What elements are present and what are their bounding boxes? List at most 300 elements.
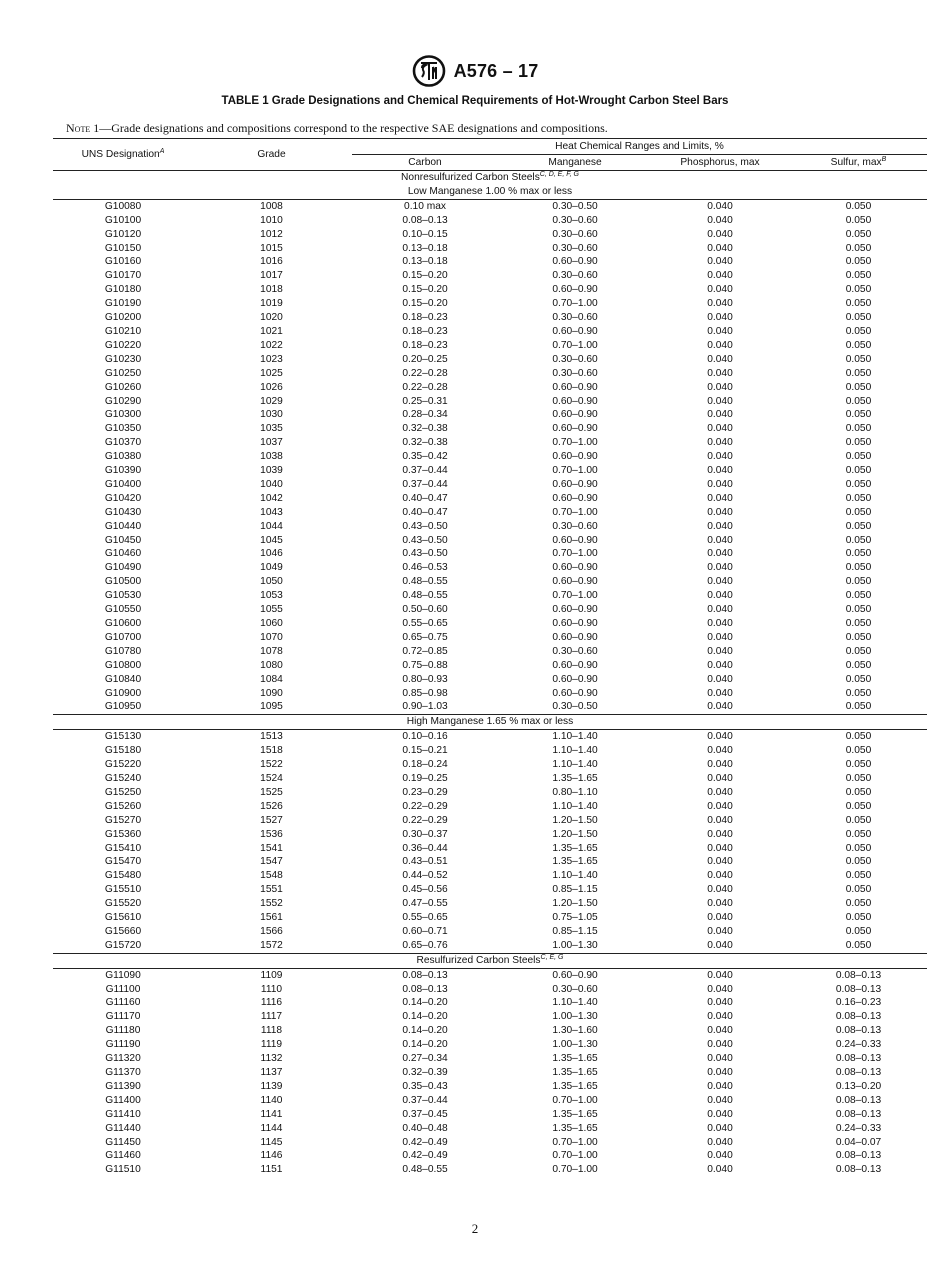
table-row xyxy=(53,1163,927,1177)
manganese-cell: 1.10–1.40 xyxy=(552,731,598,743)
carbon-cell: 0.65–0.75 xyxy=(402,631,448,643)
table-row xyxy=(53,1094,927,1108)
phosphorus-cell: 0.040 xyxy=(707,465,733,477)
sulfur-cell: 0.050 xyxy=(845,409,872,421)
manganese-cell: 1.00–1.30 xyxy=(500,939,650,953)
phosphorus-cell: 0.040 xyxy=(707,1053,733,1065)
table-row xyxy=(53,436,927,450)
carbon-cell: 0.15–0.20 xyxy=(402,298,448,310)
phosphorus-cell: 0.040 xyxy=(707,745,733,757)
grade-cell: 1525 xyxy=(260,786,283,798)
uns-cell: G10430 xyxy=(104,506,142,518)
phosphorus-cell: 0.040 xyxy=(707,1094,733,1106)
uns-cell: G10230 xyxy=(104,353,142,365)
phosphorus-cell: 0.040 xyxy=(707,409,733,421)
sulfur-cell: 0.04–0.07 xyxy=(835,1136,882,1148)
grade-cell: 1046 xyxy=(260,548,283,560)
phosphorus-cell: 0.040 xyxy=(707,983,733,995)
sulfur-cell: 0.050 xyxy=(845,381,872,393)
manganese-cell: 0.60–0.90 xyxy=(552,492,598,504)
uns-cell: G10260 xyxy=(104,381,142,393)
uns-cell: G10250 xyxy=(104,367,142,379)
manganese-cell: 0.30–0.60 xyxy=(552,228,598,240)
manganese-cell: 1.10–1.40 xyxy=(552,870,598,882)
grade-cell: 1019 xyxy=(260,298,283,310)
sulfur-cell: 0.08–0.13 xyxy=(835,1053,882,1065)
carbon-cell: 0.14–0.20 xyxy=(402,1025,448,1037)
carbon-cell: 0.22–0.28 xyxy=(402,381,448,393)
uns-cell: G15270 xyxy=(104,814,142,826)
grade-cell: 1547 xyxy=(260,856,283,868)
uns-cell: G15360 xyxy=(104,828,142,840)
manganese-cell: 0.70–1.00 xyxy=(552,590,598,602)
phosphorus-cell: 0.040 xyxy=(707,631,733,643)
carbon-cell: 0.15–0.21 xyxy=(402,745,448,757)
manganese-cell: 0.70–1.00 xyxy=(552,548,598,560)
table-row xyxy=(53,869,927,883)
carbon-cell: 0.43–0.51 xyxy=(402,856,448,868)
sulfur-cell: 0.050 xyxy=(845,759,872,771)
sulfur-cell: 0.08–0.13 xyxy=(835,1011,882,1023)
table-row xyxy=(53,255,927,269)
grade-cell: 1044 xyxy=(260,520,283,532)
carbon-cell: 0.48–0.55 xyxy=(402,1164,448,1176)
carbon-cell: 0.90–1.03 xyxy=(350,700,500,714)
grade-cell: 1050 xyxy=(260,576,283,588)
grade-cell: 1026 xyxy=(260,381,283,393)
manganese-cell: 0.60–0.90 xyxy=(552,256,598,268)
table-row xyxy=(53,395,927,409)
carbon-cell: 0.48–0.55 xyxy=(402,576,448,588)
table-row xyxy=(53,1149,927,1163)
manganese-cell: 1.35–1.65 xyxy=(552,1080,598,1092)
section-subheading-row xyxy=(53,185,927,199)
section-subheading: Low Manganese 1.00 % max or less xyxy=(53,185,927,199)
grade-cell: 1139 xyxy=(260,1080,283,1092)
carbon-cell: 0.72–0.85 xyxy=(402,645,448,657)
phosphorus-cell: 0.040 xyxy=(707,759,733,771)
grade-cell: 1016 xyxy=(260,256,283,268)
carbon-cell: 0.13–0.18 xyxy=(402,242,448,254)
grade-chemistry-table xyxy=(53,138,927,1177)
table-row xyxy=(53,492,927,506)
uns-cell: G15240 xyxy=(104,772,142,784)
uns-cell: G15610 xyxy=(104,912,142,924)
uns-cell: G10700 xyxy=(104,631,142,643)
phosphorus-cell: 0.040 xyxy=(707,1080,733,1092)
carbon-cell: 0.40–0.48 xyxy=(402,1122,448,1134)
carbon-cell: 0.37–0.44 xyxy=(402,478,448,490)
carbon-cell: 0.42–0.49 xyxy=(402,1136,448,1148)
sulfur-cell: 0.16–0.23 xyxy=(835,997,882,1009)
phosphorus-cell: 0.040 xyxy=(707,590,733,602)
manganese-cell: 0.70–1.00 xyxy=(552,465,598,477)
table-row xyxy=(53,1010,927,1024)
uns-cell: G10400 xyxy=(104,478,142,490)
manganese-cell: 0.30–0.60 xyxy=(552,270,598,282)
sulfur-cell: 0.050 xyxy=(845,884,872,896)
sulfur-cell: 0.08–0.13 xyxy=(835,1067,882,1078)
grade-cell: 1043 xyxy=(260,506,283,518)
phosphorus-cell: 0.040 xyxy=(707,800,733,812)
phosphorus-cell: 0.040 xyxy=(707,478,733,490)
note-label: Note 1 xyxy=(66,121,100,135)
manganese-cell: 0.60–0.90 xyxy=(552,284,598,296)
carbon-cell: 0.30–0.37 xyxy=(402,828,448,840)
carbon-cell: 0.23–0.29 xyxy=(402,786,448,798)
phosphorus-cell: 0.040 xyxy=(707,228,733,240)
phosphorus-cell: 0.040 xyxy=(707,534,733,546)
table-row xyxy=(53,1052,927,1066)
carbon-cell: 0.15–0.20 xyxy=(402,284,448,296)
col-header-grade: Grade xyxy=(193,139,350,171)
phosphorus-cell: 0.040 xyxy=(707,687,733,699)
table-row xyxy=(53,828,927,842)
sulfur-cell: 0.050 xyxy=(845,451,872,463)
table-row xyxy=(53,996,927,1010)
phosphorus-cell: 0.040 xyxy=(707,1108,733,1120)
sulfur-cell: 0.050 xyxy=(845,618,872,629)
carbon-cell: 0.37–0.44 xyxy=(402,465,448,477)
phosphorus-cell: 0.040 xyxy=(707,786,733,798)
phosphorus-cell: 0.040 xyxy=(707,353,733,365)
sulfur-cell: 0.050 xyxy=(845,284,872,296)
page-header xyxy=(0,55,950,92)
carbon-cell: 0.55–0.65 xyxy=(402,618,448,629)
phosphorus-cell: 0.040 xyxy=(707,520,733,532)
table-row xyxy=(53,631,927,645)
grade-cell: 1040 xyxy=(260,478,283,490)
carbon-cell: 0.47–0.55 xyxy=(402,898,448,910)
grade-cell: 1045 xyxy=(260,534,283,546)
sulfur-cell: 0.050 xyxy=(845,423,872,435)
uns-cell: G11410 xyxy=(105,1108,141,1120)
table-row xyxy=(53,478,927,492)
phosphorus-cell: 0.040 xyxy=(707,969,733,981)
carbon-cell: 0.48–0.55 xyxy=(402,590,448,602)
uns-cell: G15520 xyxy=(104,898,142,910)
col-group-header: Heat Chemical Ranges and Limits, % xyxy=(350,139,927,156)
sulfur-cell: 0.08–0.13 xyxy=(835,983,882,995)
carbon-cell: 0.13–0.18 xyxy=(402,256,448,268)
table-row xyxy=(53,506,927,520)
phosphorus-cell: 0.040 xyxy=(707,367,733,379)
manganese-cell: 1.10–1.40 xyxy=(552,800,598,812)
sulfur-cell: 0.050 xyxy=(845,270,872,282)
sulfur-cell: 0.050 xyxy=(845,842,872,854)
table-row xyxy=(53,1136,927,1150)
sulfur-cell: 0.24–0.33 xyxy=(835,1039,882,1051)
table-row xyxy=(53,450,927,464)
carbon-cell: 0.14–0.20 xyxy=(402,997,448,1009)
sulfur-cell: 0.050 xyxy=(845,673,872,685)
sulfur-cell: 0.050 xyxy=(845,645,872,657)
phosphorus-cell: 0.040 xyxy=(707,884,733,896)
uns-cell: G11390 xyxy=(105,1080,141,1092)
manganese-cell: 0.70–1.00 xyxy=(552,506,598,518)
manganese-cell: 0.60–0.90 xyxy=(552,451,598,463)
table-row xyxy=(53,1024,927,1038)
carbon-cell: 0.18–0.24 xyxy=(402,759,448,771)
uns-cell: G10180 xyxy=(104,284,142,296)
uns-cell: G15510 xyxy=(104,884,142,896)
grade-cell: 1132 xyxy=(260,1053,283,1065)
uns-cell: G15410 xyxy=(104,842,142,854)
col-header-manganese: Manganese xyxy=(500,155,650,171)
sulfur-cell: 0.050 xyxy=(845,912,872,924)
grade-cell: 1513 xyxy=(260,731,283,743)
grade-cell: 1140 xyxy=(260,1094,283,1106)
uns-cell: G10780 xyxy=(104,645,142,657)
uns-cell: G10440 xyxy=(104,520,142,532)
carbon-cell: 0.22–0.28 xyxy=(402,367,448,379)
sulfur-cell: 0.050 xyxy=(845,312,872,324)
manganese-cell: 0.60–0.90 xyxy=(552,562,598,574)
table-row xyxy=(53,520,927,534)
grade-cell: 1030 xyxy=(260,409,283,421)
manganese-cell: 0.30–0.50 xyxy=(500,700,650,714)
carbon-cell: 0.18–0.23 xyxy=(402,325,448,337)
uns-cell: G15260 xyxy=(104,800,142,812)
uns-cell: G11090 xyxy=(105,969,141,981)
grade-cell: 1522 xyxy=(260,759,283,771)
uns-cell: G10300 xyxy=(104,409,142,421)
table-row xyxy=(53,939,927,953)
manganese-cell: 0.60–0.90 xyxy=(552,423,598,435)
sulfur-cell: 0.050 xyxy=(845,786,872,798)
manganese-cell: 0.85–1.15 xyxy=(552,884,598,896)
phosphorus-cell: 0.040 xyxy=(707,645,733,657)
sulfur-cell: 0.24–0.33 xyxy=(835,1122,882,1134)
sulfur-cell: 0.050 xyxy=(845,298,872,310)
col-header-carbon: Carbon xyxy=(350,155,500,171)
table-row xyxy=(53,968,927,982)
uns-cell: G10600 xyxy=(104,618,142,629)
sulfur-cell: 0.050 xyxy=(790,700,927,714)
sulfur-cell: 0.050 xyxy=(845,800,872,812)
phosphorus-cell: 0.040 xyxy=(707,731,733,743)
grade-cell: 1029 xyxy=(260,395,283,407)
table-row xyxy=(53,1108,927,1122)
table-row xyxy=(53,283,927,297)
grade-cell: 1095 xyxy=(193,700,350,714)
sulfur-cell: 0.050 xyxy=(845,465,872,477)
phosphorus-cell: 0.040 xyxy=(707,772,733,784)
manganese-cell: 1.10–1.40 xyxy=(552,759,598,771)
uns-cell: G10290 xyxy=(104,395,142,407)
sulfur-cell: 0.050 xyxy=(845,200,872,212)
uns-cell: G11460 xyxy=(105,1150,141,1162)
carbon-cell: 0.50–0.60 xyxy=(402,604,448,616)
grade-cell: 1020 xyxy=(260,312,283,324)
phosphorus-cell: 0.040 xyxy=(707,618,733,629)
grade-cell: 1526 xyxy=(260,800,283,812)
manganese-cell: 0.60–0.90 xyxy=(552,969,598,981)
sulfur-cell: 0.050 xyxy=(845,256,872,268)
uns-cell: G10150 xyxy=(104,242,142,254)
sulfur-cell: 0.050 xyxy=(845,870,872,882)
grade-cell: 1110 xyxy=(260,983,283,995)
table-row xyxy=(53,730,927,744)
table-row xyxy=(53,983,927,997)
grade-cell: 1572 xyxy=(193,939,350,953)
manganese-cell: 0.30–0.60 xyxy=(552,353,598,365)
manganese-cell: 0.30–0.60 xyxy=(552,983,598,995)
table-row xyxy=(53,786,927,800)
manganese-cell: 0.80–1.10 xyxy=(552,786,598,798)
phosphorus-cell: 0.040 xyxy=(707,339,733,351)
phosphorus-cell: 0.040 xyxy=(707,506,733,518)
table-row xyxy=(53,659,927,673)
phosphorus-cell: 0.040 xyxy=(707,1150,733,1162)
uns-cell: G10500 xyxy=(104,576,142,588)
carbon-cell: 0.19–0.25 xyxy=(402,772,448,784)
manganese-cell: 1.35–1.65 xyxy=(552,1067,598,1078)
sulfur-cell: 0.050 xyxy=(845,353,872,365)
sulfur-cell: 0.050 xyxy=(845,687,872,699)
uns-cell: G10210 xyxy=(104,325,142,337)
phosphorus-cell: 0.040 xyxy=(707,284,733,296)
carbon-cell: 0.15–0.20 xyxy=(402,270,448,282)
carbon-cell: 0.10 max xyxy=(404,200,446,212)
carbon-cell: 0.08–0.13 xyxy=(402,214,448,226)
uns-cell: G10490 xyxy=(104,562,142,574)
table-row xyxy=(53,381,927,395)
manganese-cell: 1.35–1.65 xyxy=(552,1053,598,1065)
carbon-cell: 0.14–0.20 xyxy=(402,1039,448,1051)
carbon-cell: 0.60–0.71 xyxy=(402,925,448,937)
table-row xyxy=(53,297,927,311)
manganese-cell: 0.30–0.60 xyxy=(552,242,598,254)
carbon-cell: 0.44–0.52 xyxy=(402,870,448,882)
manganese-cell: 0.70–1.00 xyxy=(552,1164,598,1176)
phosphorus-cell: 0.040 xyxy=(707,1011,733,1023)
phosphorus-cell: 0.040 xyxy=(707,673,733,685)
grade-cell: 1118 xyxy=(260,1025,283,1037)
manganese-cell: 0.30–0.60 xyxy=(552,645,598,657)
uns-cell: G10350 xyxy=(104,423,142,435)
grade-cell: 1518 xyxy=(260,745,283,757)
section-heading: Nonresulfurized Carbon Steels$^{C, D, E, F, G}$ xyxy=(401,171,579,183)
uns-cell: G15720 xyxy=(53,939,193,953)
table-row xyxy=(53,311,927,325)
carbon-cell: 0.55–0.65 xyxy=(402,912,448,924)
manganese-cell: 1.35–1.65 xyxy=(552,1108,598,1120)
table-row xyxy=(53,353,927,367)
manganese-cell: 0.60–0.90 xyxy=(552,659,598,671)
sulfur-cell: 0.050 xyxy=(845,898,872,910)
col-header-phosphorus: Phosphorus, max xyxy=(650,155,790,171)
grade-cell: 1039 xyxy=(260,465,283,477)
grade-cell: 1117 xyxy=(260,1011,283,1023)
carbon-cell: 0.80–0.93 xyxy=(402,673,448,685)
grade-cell: 1116 xyxy=(260,997,283,1009)
phosphorus-cell: 0.040 xyxy=(707,270,733,282)
table-row xyxy=(53,1122,927,1136)
carbon-cell: 0.36–0.44 xyxy=(402,842,448,854)
phosphorus-cell: 0.040 xyxy=(707,856,733,868)
table-row xyxy=(53,575,927,589)
grade-cell: 1017 xyxy=(260,270,283,282)
grade-cell: 1008 xyxy=(260,200,283,212)
phosphorus-cell: 0.040 xyxy=(707,423,733,435)
uns-cell: G10160 xyxy=(104,256,142,268)
manganese-cell: 0.60–0.90 xyxy=(552,409,598,421)
phosphorus-cell: 0.040 xyxy=(707,576,733,588)
manganese-cell: 0.30–0.60 xyxy=(552,214,598,226)
table-row xyxy=(53,408,927,422)
carbon-cell: 0.43–0.50 xyxy=(402,534,448,546)
grade-cell: 1035 xyxy=(260,423,283,435)
carbon-cell: 0.32–0.38 xyxy=(402,437,448,449)
section-heading-row xyxy=(53,953,927,968)
table-row xyxy=(53,339,927,353)
manganese-cell: 0.60–0.90 xyxy=(552,631,598,643)
section-subheading-row xyxy=(53,715,927,730)
uns-cell: G15660 xyxy=(104,925,142,937)
table-row xyxy=(53,617,927,631)
grade-cell: 1018 xyxy=(260,284,283,296)
carbon-cell: 0.14–0.20 xyxy=(402,1011,448,1023)
sulfur-cell: 0.050 xyxy=(845,548,872,560)
phosphorus-cell: 0.040 xyxy=(707,1164,733,1176)
sulfur-cell: 0.050 xyxy=(845,339,872,351)
manganese-cell: 0.85–1.15 xyxy=(552,925,598,937)
phosphorus-cell: 0.040 xyxy=(707,381,733,393)
sulfur-cell: 0.050 xyxy=(845,562,872,574)
grade-cell: 1053 xyxy=(260,590,283,602)
uns-cell: G11190 xyxy=(105,1039,141,1051)
uns-cell: G15470 xyxy=(104,856,142,868)
manganese-cell: 0.60–0.90 xyxy=(552,395,598,407)
sulfur-cell: 0.050 xyxy=(845,520,872,532)
sulfur-cell: 0.050 xyxy=(845,576,872,588)
carbon-cell: 0.65–0.76 xyxy=(350,939,500,953)
uns-cell: G10380 xyxy=(104,451,142,463)
phosphorus-cell: 0.040 xyxy=(707,451,733,463)
sulfur-cell: 0.050 xyxy=(845,492,872,504)
grade-cell: 1551 xyxy=(260,884,283,896)
col-header-sulfur: Sulfur, $\max^B$ xyxy=(790,155,927,171)
sulfur-cell: 0.08–0.13 xyxy=(835,1025,882,1037)
table-body xyxy=(53,171,927,1178)
sulfur-cell: 0.050 xyxy=(845,478,872,490)
grade-cell: 1080 xyxy=(260,659,283,671)
uns-cell: G11320 xyxy=(105,1053,141,1065)
table-row xyxy=(53,772,927,786)
table-row xyxy=(53,199,927,213)
manganese-cell: 1.35–1.65 xyxy=(552,1122,598,1134)
phosphorus-cell: 0.040 xyxy=(707,298,733,310)
carbon-cell: 0.37–0.45 xyxy=(402,1108,448,1120)
sulfur-cell: 0.08–0.13 xyxy=(835,1108,882,1120)
carbon-cell: 0.35–0.43 xyxy=(402,1080,448,1092)
phosphorus-cell: 0.040 xyxy=(707,828,733,840)
manganese-cell: 0.70–1.00 xyxy=(552,1094,598,1106)
table-title: TABLE 1 Grade Designations and Chemical Requirements of Hot-Wrought Carbon Steel Bars xyxy=(221,95,729,107)
uns-cell: G10950 xyxy=(53,700,193,714)
uns-cell: G11100 xyxy=(105,983,141,995)
section-heading-row xyxy=(53,171,927,185)
uns-cell: G10120 xyxy=(104,228,142,240)
grade-cell: 1566 xyxy=(260,925,283,937)
grade-cell: 1541 xyxy=(260,842,283,854)
grade-cell: 1042 xyxy=(260,492,283,504)
uns-cell: G10100 xyxy=(104,214,142,226)
note-text: —Grade designations and compositions correspond to the respective SAE designations and compositions. xyxy=(99,121,608,135)
grade-cell: 1015 xyxy=(260,242,283,254)
grade-cell: 1010 xyxy=(260,214,283,226)
